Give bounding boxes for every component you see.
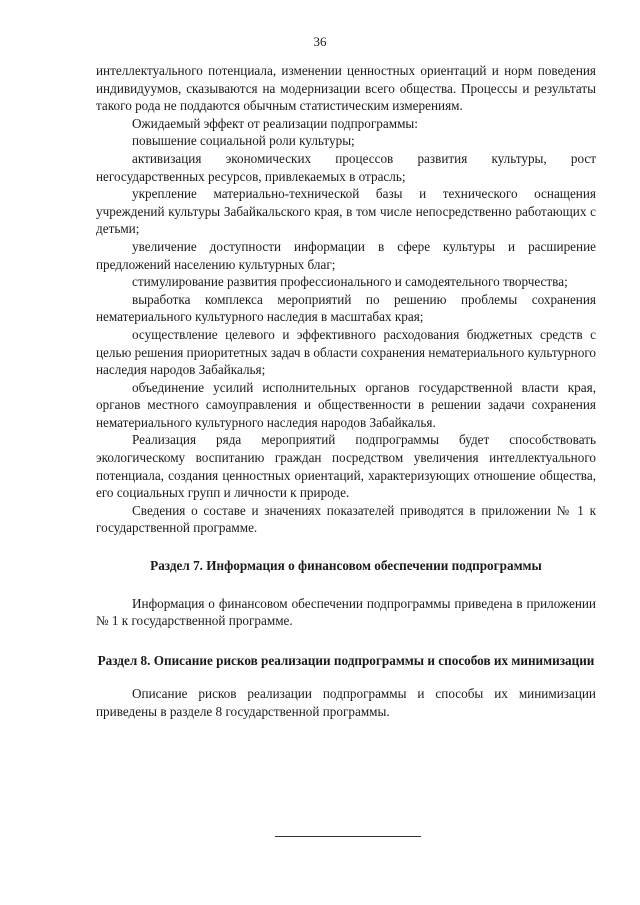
list-item: укрепление материально-технической базы и технического оснащения учреждений культуры Забайкальского края, в том числе непосредственно работающих с детьми; (96, 186, 596, 237)
list-item: выработка комплекса мероприятий по решению проблемы сохранения нематериального культурного наследия в масштабах края; (96, 291, 596, 325)
paragraph: Ожидаемый эффект от реализации подпрограммы: (132, 115, 418, 131)
list-item: активизация экономических процессов развития культуры, рост негосударственных ресурсов, привлекаемых в отрасль; (96, 150, 596, 184)
section-8-heading: Раздел 8. Описание рисков реализации подпрограммы и способов их минимизации (97, 652, 595, 668)
footer-divider (275, 836, 421, 837)
section-7-text: Информация о финансовом обеспечении подпрограммы приведена в приложении № 1 к государственной программе. (96, 595, 596, 629)
list-item: повышение социальной роли культуры; (132, 133, 355, 149)
section-8-text: Описание рисков реализации подпрограммы и способы их минимизации приведены в разделе 8 государственной программы. (96, 686, 596, 719)
paragraph: Сведения о составе и значениях показателей приводятся в приложении № 1 к государственной программе. (96, 502, 596, 536)
paragraph: интеллектуального потенциала, изменении ценностных ориентаций и норм поведения индивидуумов, сказываются на модернизации всего общества. Процессы и результаты такого рода не поддаются обычным статистическим измерениям. (96, 63, 596, 114)
section-7-heading: Раздел 7. Информация о финансовом обеспечении подпрограммы (150, 558, 542, 574)
list-item: стимулирование развития профессионального и самодеятельного творчества; (132, 274, 568, 290)
list-item: осуществление целевого и эффективного расходования бюджетных средств с целью решения приоритетных задач в области сохранения нематериального культурного наследия народов Забайкалья; (96, 326, 596, 378)
document-body (96, 62, 596, 721)
paragraph: Реализация ряда мероприятий подпрограммы будет способствовать экологическому воспитанию граждан посредством увеличения интеллектуального потенциала, создания ценностных ориентаций, характеризующих отношение общества, его социальных групп и личности к природе. (96, 432, 596, 501)
list-item: увеличение доступности информации в сфере культуры и расширение предложений населению культурных благ; (96, 238, 596, 272)
list-item: объединение усилий исполнительных органов государственной власти края, органов местного самоуправления и общественности в решении задачи сохранения нематериального культурного наследия народов Забайкалья. (96, 379, 596, 430)
page-number: 36 (313, 34, 327, 49)
